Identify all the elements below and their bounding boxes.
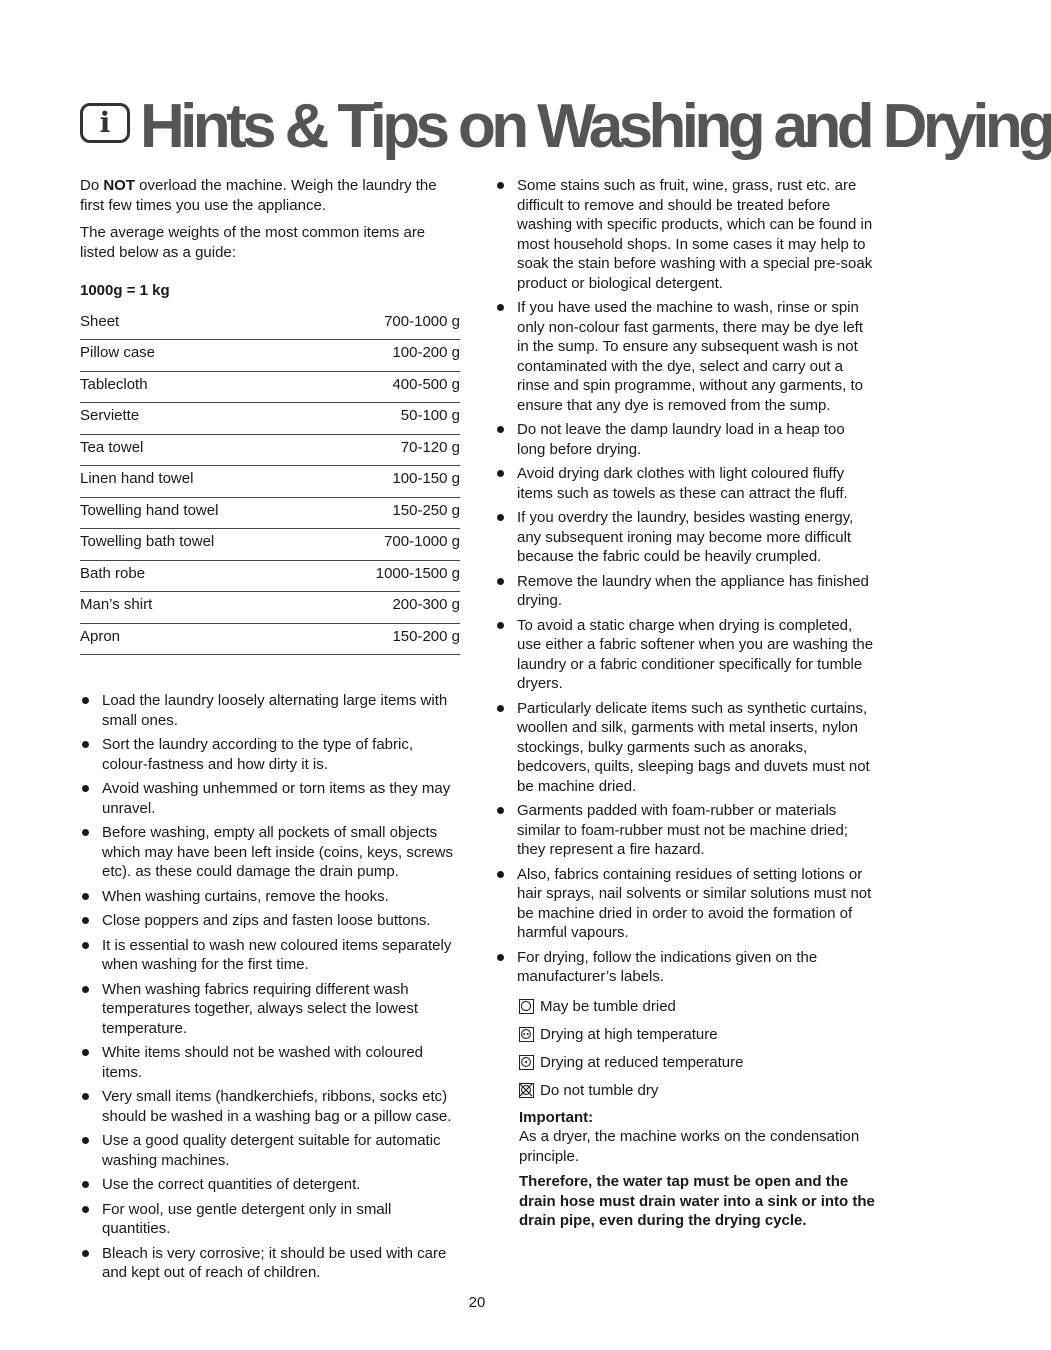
table-row xyxy=(80,560,460,592)
item-name: Man’s shirt xyxy=(80,592,316,624)
list-item-text: For drying, follow the indications given on the manufacturer’s labels. xyxy=(517,948,818,985)
intro-paragraph-2: The average weights of the most common items are listed below as a guide: xyxy=(80,224,426,261)
page-title: Hints & Tips on Washing and Drying xyxy=(140,92,1051,162)
bullet-icon xyxy=(497,578,504,585)
list-item xyxy=(495,298,875,415)
list-item xyxy=(80,735,460,774)
table-row xyxy=(80,309,460,340)
bullet-icon xyxy=(497,705,504,712)
list-item-text: Use a good quality detergent suitable for automatic washing machines. xyxy=(102,1132,441,1169)
item-name: Linen hand towel xyxy=(80,466,316,498)
drying-tips-list xyxy=(495,176,875,987)
item-name: Bath robe xyxy=(80,560,316,592)
bullet-icon xyxy=(497,622,504,629)
symbol-label: Drying at high temperature xyxy=(540,1025,718,1043)
list-item xyxy=(80,1175,460,1195)
list-item xyxy=(495,948,875,987)
bullet-icon xyxy=(82,986,89,993)
symbol-label: Drying at reduced temperature xyxy=(540,1053,744,1071)
bullet-icon xyxy=(82,829,89,836)
list-item-text: To avoid a static charge when drying is completed, use either a fabric softener when you are washing the laundry or a fabric conditioner specifically for tumble dryers. xyxy=(517,616,874,692)
list-item-text: Also, fabrics containing residues of setting lotions or hair sprays, nail solvents or similar solutions must not be machine dried in order to avoid the formation of harmful vapours. xyxy=(517,865,872,941)
table-row xyxy=(80,497,460,529)
bullet-icon xyxy=(497,954,504,961)
list-item xyxy=(80,911,460,931)
important-text: As a dryer, the machine works on the condensation principle. xyxy=(519,1128,860,1165)
item-name: Tablecloth xyxy=(80,371,316,403)
intro-paragraph-1: Do NOT overload the machine. Weigh the laundry the first few times you use the appliance. xyxy=(80,177,437,214)
symbol-label: May be tumble dried xyxy=(540,997,676,1015)
list-item-text: For wool, use gentle detergent only in small quantities. xyxy=(102,1200,392,1237)
list-item xyxy=(80,887,460,907)
item-weight: 400-500 g xyxy=(316,371,460,403)
item-name: Sheet xyxy=(80,309,316,340)
washing-tips-list xyxy=(80,691,460,1283)
list-item xyxy=(80,823,460,882)
list-item-text: Close poppers and zips and fasten loose buttons. xyxy=(102,912,431,929)
item-weight: 150-250 g xyxy=(316,497,460,529)
care-symbols-list xyxy=(519,993,875,1105)
table-row xyxy=(80,434,460,466)
list-item-text: Avoid washing unhemmed or torn items as they may unravel. xyxy=(102,780,451,817)
list-item-text: When washing fabrics requiring different wash temperatures together, always select the lowest temperature. xyxy=(102,980,418,1037)
bullet-icon xyxy=(497,470,504,477)
list-item xyxy=(495,508,875,567)
symbol-row xyxy=(519,993,875,1021)
list-item-text: Use the correct quantities of detergent. xyxy=(102,1176,361,1193)
list-item xyxy=(80,1043,460,1082)
list-item xyxy=(80,1087,460,1126)
symbol-row xyxy=(519,1021,875,1049)
table-row xyxy=(80,340,460,372)
tumble-dry-high-icon xyxy=(519,1027,534,1042)
bullet-icon xyxy=(82,917,89,924)
item-weight: 100-150 g xyxy=(316,466,460,498)
item-weight: 200-300 g xyxy=(316,592,460,624)
item-weight: 150-200 g xyxy=(316,623,460,655)
symbol-row xyxy=(519,1049,875,1077)
list-item xyxy=(495,699,875,797)
item-name: Towelling hand towel xyxy=(80,497,316,529)
bullet-icon xyxy=(82,697,89,704)
bullet-icon xyxy=(82,1093,89,1100)
bullet-icon xyxy=(82,1206,89,1213)
list-item xyxy=(80,936,460,975)
list-item-text: If you overdry the laundry, besides wasting energy, any subsequent ironing may become more difficult because the fabric could be heavily crumpled. xyxy=(517,509,854,565)
list-item xyxy=(495,464,875,503)
item-weight: 70-120 g xyxy=(316,434,460,466)
item-weight: 100-200 g xyxy=(316,340,460,372)
table-row xyxy=(80,592,460,624)
bullet-icon xyxy=(82,1049,89,1056)
list-item-text: Do not leave the damp laundry load in a heap too long before drying. xyxy=(517,421,845,458)
list-item-text: Sort the laundry according to the type of fabric, colour-fastness and how dirty it is. xyxy=(102,736,414,773)
important-note xyxy=(519,1108,875,1231)
page-header xyxy=(80,92,1051,162)
bullet-icon xyxy=(82,1137,89,1144)
item-name: Towelling bath towel xyxy=(80,529,316,561)
list-item-text: Particularly delicate items such as synthetic curtains, woollen and silk, garments with metal inserts, nylon stockings, bulky garments such as anoraks, bedcovers, quilts, sleeping bags and duvets must not be machine dried. xyxy=(517,699,870,795)
list-item xyxy=(495,572,875,611)
list-item xyxy=(495,616,875,694)
bullet-icon xyxy=(82,1250,89,1257)
bullet-icon xyxy=(497,182,504,189)
tumble-dry-low-icon xyxy=(519,1055,534,1070)
bullet-icon xyxy=(497,871,504,878)
not-emphasis: NOT xyxy=(103,177,136,194)
table-row xyxy=(80,466,460,498)
table-row xyxy=(80,371,460,403)
bullet-icon xyxy=(82,1181,89,1188)
list-item xyxy=(80,779,460,818)
list-item xyxy=(80,691,460,730)
list-item-text: Garments padded with foam-rubber or materials similar to foam-rubber must not be machine dried; they represent a fire hazard. xyxy=(517,802,848,858)
list-item xyxy=(80,1244,460,1283)
bullet-icon xyxy=(82,785,89,792)
list-item xyxy=(495,420,875,459)
item-name: Tea towel xyxy=(80,434,316,466)
important-warning: Therefore, the water tap must be open and the drain hose must drain water into a sink or into the drain pipe, even during the drying cycle. xyxy=(519,1173,875,1229)
page-number: 20 xyxy=(468,1294,486,1311)
symbol-label: Do not tumble dry xyxy=(540,1081,659,1099)
bullet-icon xyxy=(497,304,504,311)
list-item-text: White items should not be washed with coloured items. xyxy=(102,1044,424,1081)
item-name: Apron xyxy=(80,623,316,655)
list-item-text: Bleach is very corrosive; it should be used with care and kept out of reach of children. xyxy=(102,1244,447,1281)
tumble-dry-icon xyxy=(519,999,534,1014)
list-item xyxy=(495,176,875,293)
bullet-icon xyxy=(497,807,504,814)
list-item-text: It is essential to wash new coloured items separately when washing for the first time. xyxy=(102,936,452,973)
list-item xyxy=(495,865,875,943)
bullet-icon xyxy=(82,942,89,949)
list-item xyxy=(495,801,875,860)
unit-note: 1000g = 1 kg xyxy=(80,282,170,299)
item-weight: 1000-1500 g xyxy=(316,560,460,592)
item-weight: 700-1000 g xyxy=(316,529,460,561)
bullet-icon xyxy=(82,893,89,900)
item-weight: 50-100 g xyxy=(316,403,460,435)
list-item-text: When washing curtains, remove the hooks. xyxy=(102,887,389,905)
list-item-text: Avoid drying dark clothes with light coloured fluffy items such as towels as these can attract the fluff. xyxy=(517,465,848,502)
right-column xyxy=(495,176,875,1231)
info-icon: i xyxy=(80,103,130,143)
bullet-icon xyxy=(497,426,504,433)
item-weight: 700-1000 g xyxy=(316,309,460,340)
symbol-row xyxy=(519,1077,875,1105)
important-heading: Important: xyxy=(519,1108,594,1126)
bullet-icon xyxy=(82,741,89,748)
table-row xyxy=(80,529,460,561)
do-not-tumble-dry-icon xyxy=(519,1083,534,1098)
item-name: Serviette xyxy=(80,403,316,435)
list-item xyxy=(80,1200,460,1239)
table-row xyxy=(80,623,460,655)
list-item xyxy=(80,980,460,1039)
item-name: Pillow case xyxy=(80,340,316,372)
list-item-text: If you have used the machine to wash, rinse or spin only non-colour fast garments, there may be dye left in the sump. To ensure any subsequent wash is not contaminated with the dye, select and carry out a rinse and spin programme, without any garments, to ensure that any dye is removed from the sump. xyxy=(517,299,864,414)
list-item-text: Before washing, empty all pockets of small objects which may have been left inside (coins, keys, screws etc). as these could damage the drain pump. xyxy=(102,824,453,880)
list-item-text: Load the laundry loosely alternating large items with small ones. xyxy=(102,692,448,729)
weights-table xyxy=(80,309,460,656)
list-item-text: Remove the laundry when the appliance has finished drying. xyxy=(517,572,869,609)
list-item xyxy=(80,1131,460,1170)
list-item-text: Some stains such as fruit, wine, grass, rust etc. are difficult to remove and should be treated before washing with specific products, which can be found in most household shops. In some cases it may help to soak the stain before washing with a special pre-soak product or biological detergent. xyxy=(517,177,873,292)
table-row xyxy=(80,403,460,435)
left-column xyxy=(80,176,460,1288)
list-item-text: Very small items (handkerchiefs, ribbons, socks etc) should be washed in a washing bag or a pillow case. xyxy=(102,1088,452,1125)
bullet-icon xyxy=(497,514,504,521)
